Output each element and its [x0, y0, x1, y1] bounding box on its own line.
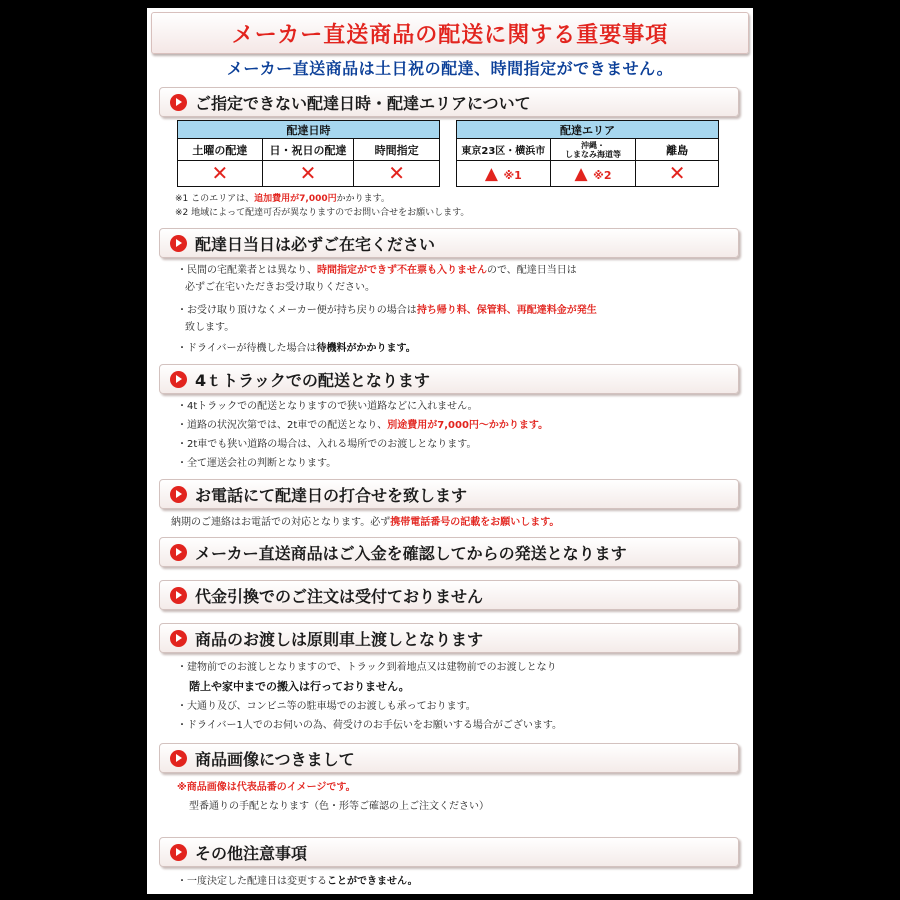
- body-text: ・一度決定した配達日は変更することができません。: [177, 876, 418, 887]
- section-header-unavailable: [159, 87, 739, 117]
- section-heading: 代金引換でのご注文は受付ておりません: [195, 586, 484, 606]
- section-header-other: [159, 837, 739, 867]
- body-text: 必ずご在宅いただきお受け取りください。: [185, 282, 375, 293]
- section-heading: メーカー直送商品はご入金を確認してからの発送となります: [195, 543, 627, 563]
- body-text: ・2t車でも狭い道路の場合は、入れる場所でのお渡しとなります。: [177, 439, 477, 450]
- section-heading: ご指定できない配達日時・配達エリアについて: [195, 93, 531, 113]
- triangle-warning-icon: ▲: [484, 163, 498, 184]
- body-text: ・全て運送会社の判断となります。: [177, 458, 337, 469]
- delivery-area-table: [456, 120, 719, 187]
- body-text: 型番通りの手配となります（色・形等ご確認の上ご注文ください）: [189, 801, 489, 812]
- column-okinawa: 沖縄・ しまなみ海道等: [550, 139, 636, 161]
- play-bullet-icon: [170, 94, 187, 111]
- note-ref: ※2: [593, 168, 612, 182]
- column-time-spec: 時間指定: [354, 139, 440, 161]
- body-text: ・道路の状況次第では、2t車での配送となり、別途費用が7,000円～かかります。: [177, 420, 549, 431]
- section-heading: 配達日当日は必ずご在宅ください: [195, 234, 436, 254]
- play-bullet-icon: [170, 750, 187, 767]
- body-text: ※商品画像は代表品番のイメージです。: [177, 782, 356, 793]
- play-bullet-icon: [170, 486, 187, 503]
- cross-icon: ✕: [388, 161, 406, 185]
- cross-icon: ✕: [668, 161, 686, 185]
- footnote-1: ※1 このエリアは、追加費用が7,000円かかります。: [175, 194, 390, 204]
- play-bullet-icon: [170, 544, 187, 561]
- play-bullet-icon: [170, 235, 187, 252]
- section-header-handover: [159, 623, 739, 653]
- body-text: 納期のご連絡はお電話での対応となります。必ず携帯電話番号の記載をお願いします。: [171, 517, 560, 528]
- section-heading: 商品画像につきまして: [195, 749, 355, 769]
- body-text: ・ドライバーが待機した場合は待機料がかかります。: [177, 343, 416, 354]
- play-bullet-icon: [170, 371, 187, 388]
- section-header-4t-truck: [159, 364, 739, 394]
- table-header: 配達エリア: [457, 121, 719, 139]
- delivery-date-table: [177, 120, 440, 187]
- section-heading: その他注意事項: [195, 843, 308, 863]
- body-text: ・4tトラックでの配送となりますので狭い道路などに入れません。: [177, 401, 478, 412]
- page-subtitle: メーカー直送商品は土日祝の配達、時間指定ができません。: [226, 59, 674, 78]
- column-holiday: 日・祝日の配達: [262, 139, 354, 161]
- footnote-2: ※2 地域によって配達可否が異なりますのでお問い合せをお願いします。: [175, 208, 470, 218]
- cross-icon: ✕: [299, 161, 317, 185]
- play-bullet-icon: [170, 844, 187, 861]
- play-bullet-icon: [170, 587, 187, 604]
- column-saturday: 土曜の配達: [178, 139, 263, 161]
- section-header-cod: [159, 580, 739, 610]
- section-header-images: [159, 743, 739, 773]
- column-remote-island: 離島: [636, 139, 719, 161]
- title-banner: [151, 12, 749, 54]
- cross-icon: ✕: [211, 161, 229, 185]
- section-header-stay-home: [159, 228, 739, 258]
- table-header: 配達日時: [178, 121, 440, 139]
- body-text: ・大通り及び、コンビニ等の駐車場でのお渡しも承っております。: [177, 701, 476, 712]
- section-heading: 商品のお渡しは原則車上渡しとなります: [195, 629, 484, 649]
- section-header-phone: [159, 479, 739, 509]
- section-header-payment-confirm: [159, 537, 739, 567]
- body-text: 致します。: [185, 322, 235, 333]
- body-text: ・ドライバー1人でのお伺いの為、荷受けのお手伝いをお願いする場合がございます。: [177, 720, 563, 731]
- column-tokyo-yokohama: 東京23区・横浜市: [457, 139, 551, 161]
- notice-page: [147, 8, 753, 894]
- section-heading: お電話にて配達日の打合せを致します: [195, 485, 468, 505]
- triangle-warning-icon: ▲: [574, 163, 588, 184]
- play-bullet-icon: [170, 630, 187, 647]
- note-ref: ※1: [503, 168, 522, 182]
- section-heading: 4ｔトラックでの配送となります: [195, 370, 430, 390]
- page-title: メーカー直送商品の配送に関する重要事項: [231, 22, 669, 48]
- body-text: ・民間の宅配業者とは異なり、時間指定ができず不在票も入りませんので、配達日当日は: [177, 265, 577, 276]
- body-text: 階上や家中までの搬入は行っておりません。: [189, 680, 410, 693]
- body-text: ・お受け取り頂けなくメーカー便が持ち戻りの場合は持ち帰り料、保管料、再配達料金が発生: [177, 305, 597, 316]
- body-text: ・建物前でのお渡しとなりますので、トラック到着地点又は建物前でのお渡しとなり: [177, 662, 557, 673]
